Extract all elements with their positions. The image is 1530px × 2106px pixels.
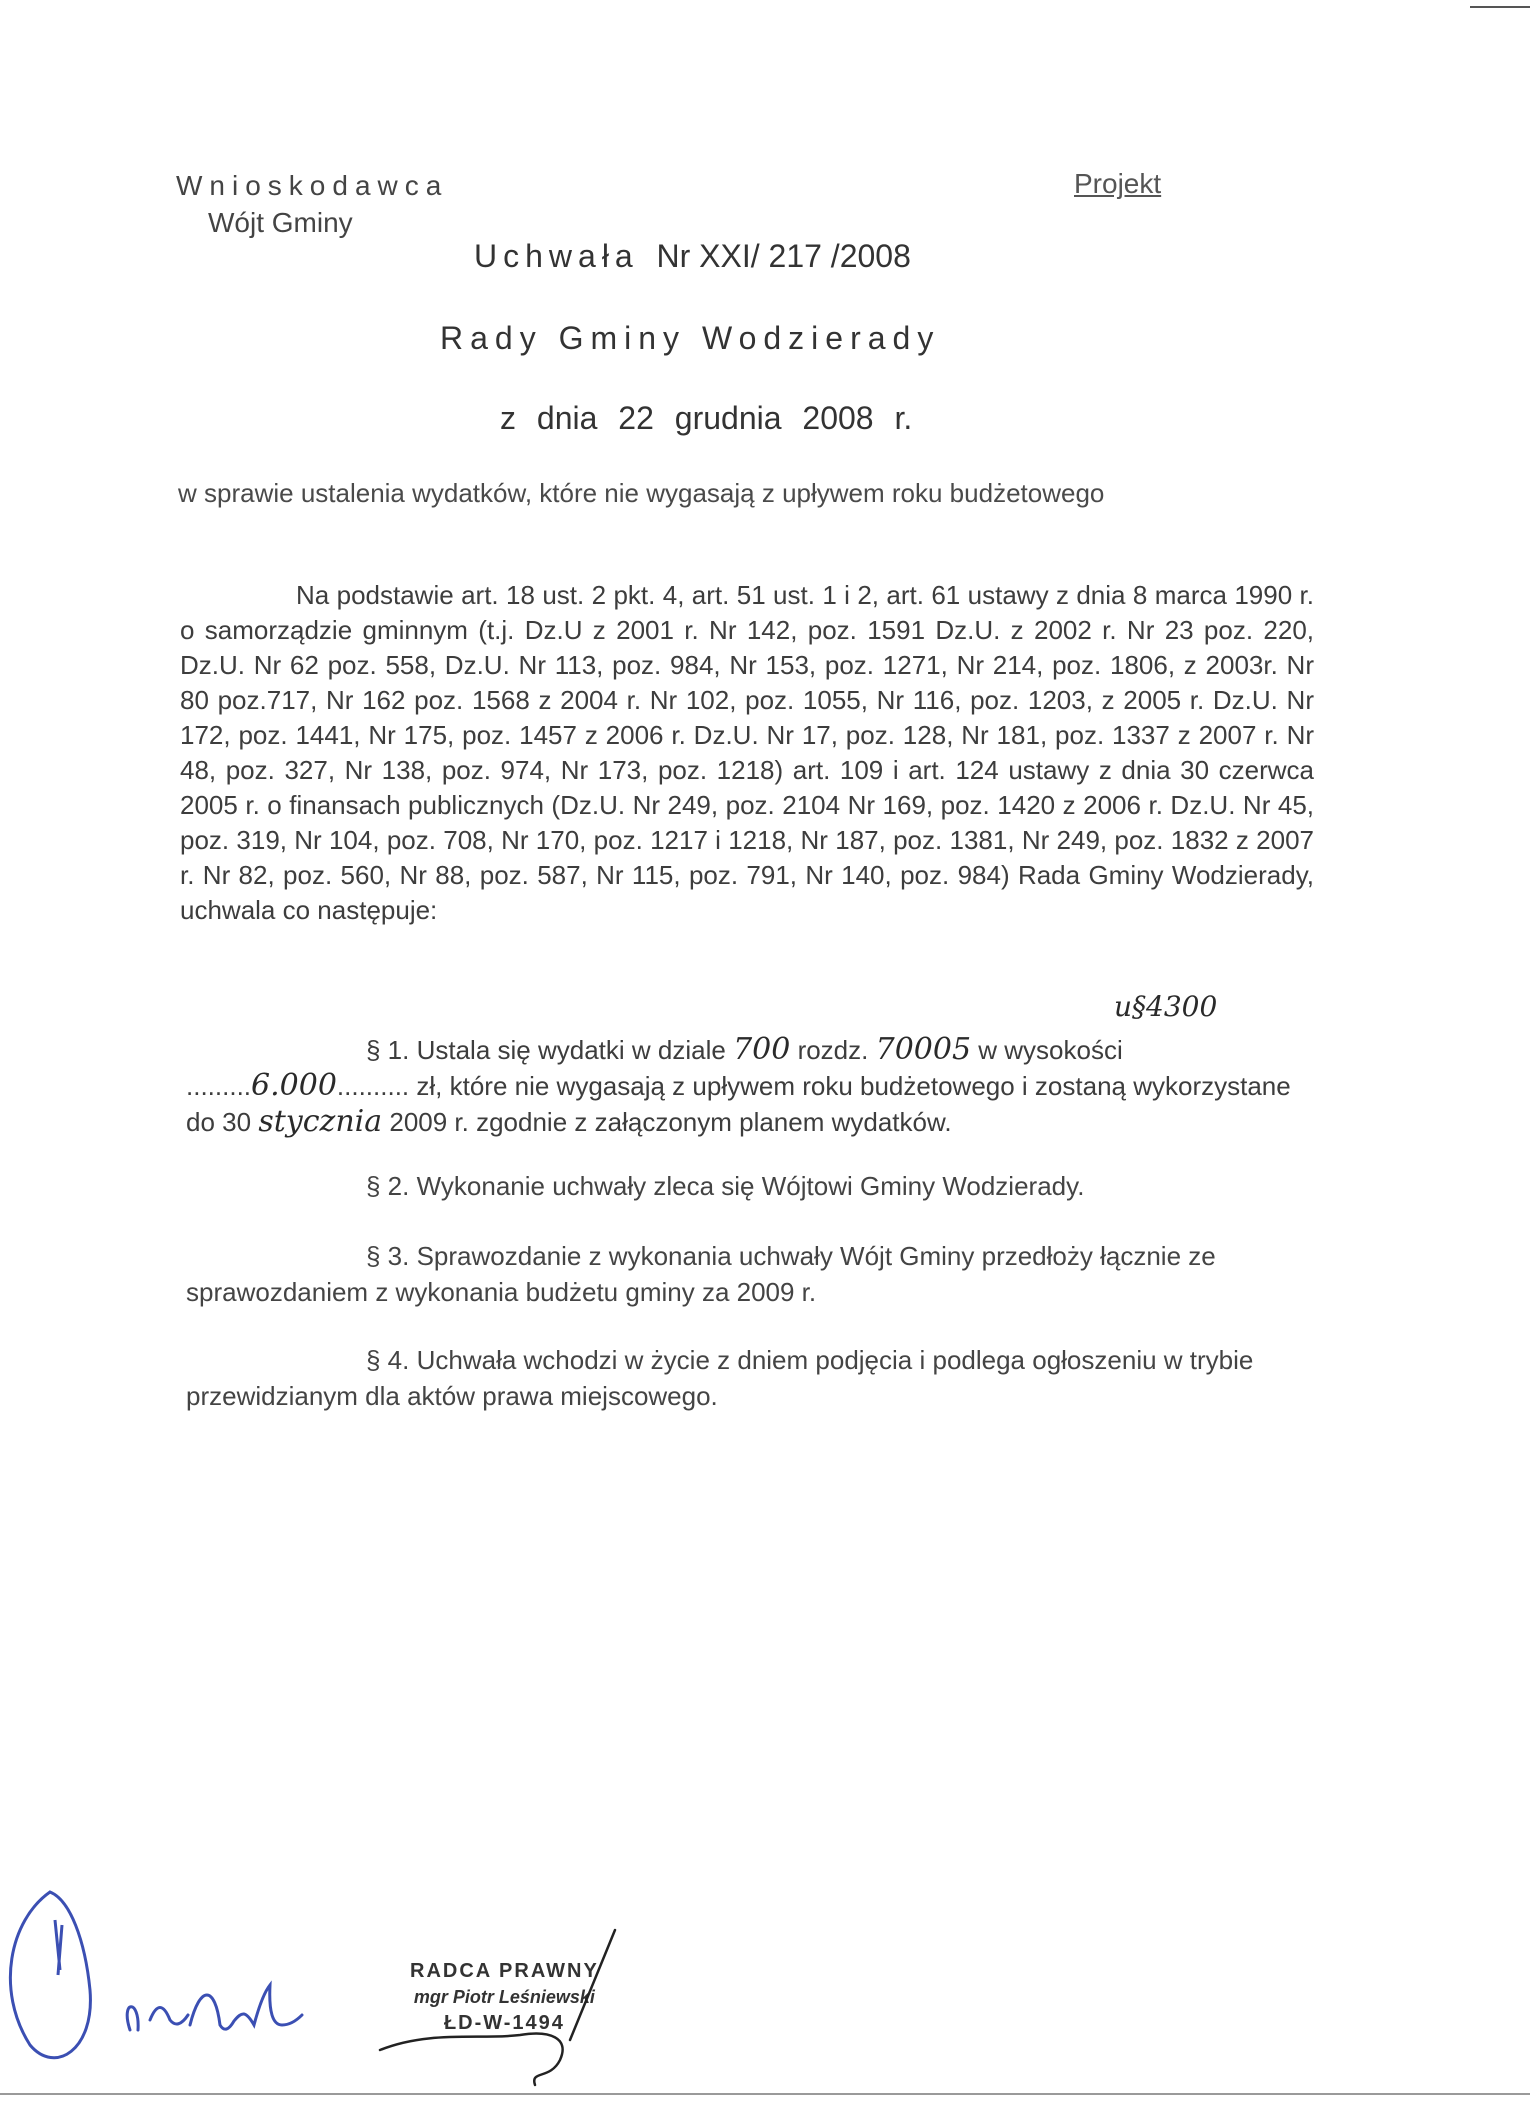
- resolution-number: [474, 238, 911, 275]
- handwritten-rozdzial: 70005: [875, 1032, 972, 1067]
- handwritten-month: stycznia: [258, 1104, 383, 1139]
- resolution-number-text: Nr XXI/ 217 /2008: [656, 238, 911, 274]
- stamp-signature-image: [370, 1920, 640, 2090]
- applicant-role: Wójt Gminy: [208, 207, 353, 238]
- council-name: Rady Gminy Wodzierady: [440, 320, 941, 356]
- legal-basis-paragraph: Na podstawie art. 18 ust. 2 pkt. 4, art. 51 ust. 1 i 2, art. 61 ustawy z dnia 8 marca 1990 r. o samorządzie gminnym (t.j. Dz.U z 2001 r. Nr 142, poz. 1591 Dz.U. z 2002 r. Nr 23 poz. 220, Dz.U. Nr 62 poz. 558, Dz.U. Nr 113, poz. 984, Nr 153, poz. 1271, Nr 214, poz. 1806, z 2003r. Nr 80 poz.717, Nr 162 poz. 1568 z 2004 r. Nr 102, poz. 1055, Nr 116, poz. 1203, z 2005 r. Dz.U. Nr 172, poz. 1441, Nr 175, poz. 1457 z 2006 r. Dz.U. Nr 17, poz. 128, Nr 181, poz. 1337 z 2007 r. Nr 48, poz. 327, Nr 138, poz. 974, Nr 173, poz. 1218) art. 109 i art. 124 ustawy z dnia 30 czerwca 2005 r. o finansach publicznych (Dz.U. Nr 249, poz. 2104 Nr 169, poz. 1420 z 2006 r. Dz.U. Nr 45, poz. 319, Nr 104, poz. 708, Nr 170, poz. 1217 i 1218, Nr 187, poz. 1381, Nr 249, poz. 1832 z 2007 r. Nr 82, poz. 560, Nr 88, poz. 587, Nr 115, poz. 791, Nr 140, poz. 984) Rada Gminy Wodzierady, uchwala co następuje:: [180, 580, 1314, 925]
- resolution-date: z dnia 22 grudnia 2008 r.: [500, 400, 913, 436]
- resolution-subject: w sprawie ustalenia wydatków, które nie wygasają z upływem roku budżetowego: [178, 478, 1105, 508]
- stamp-name: mgr Piotr Leśniewski: [413, 1987, 595, 2007]
- handwritten-amount: 6.000: [251, 1068, 337, 1103]
- applicant-label: Wnioskodawca: [176, 170, 449, 201]
- section-4: § 4. Uchwała wchodzi w życie z dniem podjęcia i podlega ogłoszeniu w trybie przewidzianym dla aktów prawa miejscowego.: [186, 1345, 1254, 1411]
- resolution-prefix: Uchwała: [474, 238, 639, 274]
- handwritten-paragraph-note: u§4300: [1114, 990, 1218, 1023]
- scan-edge-line: [1470, 6, 1530, 8]
- section-3: § 3. Sprawozdanie z wykonania uchwały Wójt Gminy przedłoży łącznie ze sprawozdaniem z wykonania budżetu gminy za 2009 r.: [186, 1241, 1216, 1307]
- stamp-title: RADCA PRAWNY: [410, 1960, 599, 1982]
- section-1: § 1. Ustala się wydatki w dziale 700 rozdz. 70005 w wysokości .........6.000.......... zł, które nie wygasają z upływem roku budżetowego i zostaną wykorzystane do 30 stycznia 2009 r. zgodnie z załączonym planem wydatków.: [186, 1032, 1291, 1139]
- handwritten-dzial: 700: [733, 1032, 791, 1067]
- section-2: § 2. Wykonanie uchwały zleca się Wójtowi Gminy Wodzierady.: [366, 1171, 1085, 1201]
- signature-left-image: [0, 1880, 360, 2080]
- draft-label: Projekt: [1074, 168, 1162, 199]
- scan-bottom-line: [0, 2093, 1530, 2095]
- stamp-registration: ŁD-W-1494: [443, 2012, 565, 2034]
